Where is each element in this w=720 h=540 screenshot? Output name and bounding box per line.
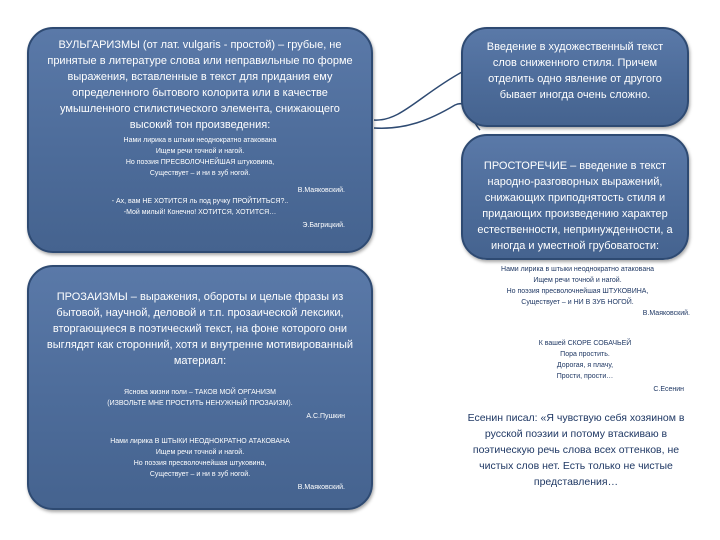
vernacular-box xyxy=(461,134,689,260)
vulgarisms-quote xyxy=(41,135,359,231)
quote-author: А.С.Пушкин xyxy=(306,413,345,420)
quote-author: В.Маяковский. xyxy=(297,187,345,194)
quote-author: В.Маяковский. xyxy=(642,310,690,317)
vernacular-definition: ПРОСТОРЕЧИЕ – введение в текст народно-разговорных выражений, снижающих приподнятость стиля и придающих произведению характер естественности, непринужденности, а иногда и уместной грубоватости: xyxy=(477,160,673,252)
quote-line: Существует – и ни в зуб ногой. xyxy=(149,471,251,478)
quote-line: Яснова жизни поли – ТАКОВ МОЙ ОРГАНИЗМ xyxy=(124,389,276,396)
quote-line: Существует – и ни в зуб ногой. xyxy=(149,170,251,177)
quote-line: Дорогая, я плачу, xyxy=(556,362,614,369)
intro-text: Введение в художественный текст слов сниженного стиля. Причем отделить одно явление от другого бывает иногда очень сложно. xyxy=(486,41,664,101)
quote-author: Э.Багрицкий. xyxy=(302,222,345,229)
quote-line: Ищем речи точной и нагой. xyxy=(155,449,245,456)
quote-line: Пора простить. xyxy=(560,351,610,358)
quote-line: - Ах, вам НЕ ХОТИТСЯ ль под ручку ПРОЙТИТЬСЯ?.. xyxy=(111,198,289,205)
quote-line: Но поэзия пресволочнейшая ШТУКОВИНА, xyxy=(506,288,649,295)
esenin-note-text: Есенин писал: «Я чувствую себя хозяином в русской поэзии и потому втаскиваю в поэтическую речь слова всех оттенков, не чистых слов нет. Есть только не чистые представления… xyxy=(467,412,685,488)
quote-line: (ИЗВОЛЬТЕ МНЕ ПРОСТИТЬ НЕНУЖНЫЙ ПРОЗАИЗМ). xyxy=(107,400,293,407)
quote-author: В.Маяковский. xyxy=(297,484,345,491)
vulgarisms-box xyxy=(27,27,373,253)
quote-line: Ищем речи точной и нагой. xyxy=(155,148,245,155)
prosaisms-quote-pushkin xyxy=(41,387,359,422)
esenin-note xyxy=(462,410,690,490)
quote-line: Существует – и НИ В ЗУБ НОГОЙ. xyxy=(521,299,634,306)
quote-author: С.Есенин xyxy=(653,386,684,393)
quote-line: Нами лирика в штыки неоднократно атакована xyxy=(123,137,277,144)
intro-box xyxy=(461,27,689,127)
quote-line: Прости, прости… xyxy=(556,373,614,380)
vulgarisms-definition: ВУЛЬГАРИЗМЫ (от лат. vulgaris - простой) – грубые, не принятые в литературе слова или неправильные по форме выражения, вставленные в текст для придания ему определенного бытового колорита или в качестве умышленного стилистического элемента, снижающего высокий тон произведения: xyxy=(47,39,353,131)
prosaisms-definition: ПРОЗАИЗМЫ – выражения, обороты и целые фразы из бытовой, научной, деловой и т.п. прозаической лексики, вторгающиеся в поэтический текст, на фоне которого они выглядят как сторонний, хотя и внутренне мотивированный материал: xyxy=(46,291,354,367)
prosaisms-box xyxy=(27,265,373,510)
prosaisms-quote-mayakovsky xyxy=(41,436,359,493)
quote-line: К вашей СКОРЕ СОБАЧЬЕЙ xyxy=(538,340,632,347)
right-quote-esenin xyxy=(480,338,690,395)
quote-line: Ищем речи точной и нагой. xyxy=(533,277,622,284)
quote-line: Но поэзия пресволочнейшая штуковина, xyxy=(133,460,267,467)
quote-line: Нами лирика в штыки неоднократно атакована xyxy=(501,266,654,273)
quote-line: Нами лирика В ШТЫКИ НЕОДНОКРАТНО АТАКОВАНА xyxy=(110,438,290,445)
quote-line: Но поэзия ПРЕСВОЛОЧНЕЙШАЯ штуковина, xyxy=(125,159,275,166)
right-quote-mayakovsky xyxy=(465,264,690,319)
quote-line: -Мой милый! Конечно! ХОТИТСЯ, ХОТИТСЯ… xyxy=(123,209,277,216)
